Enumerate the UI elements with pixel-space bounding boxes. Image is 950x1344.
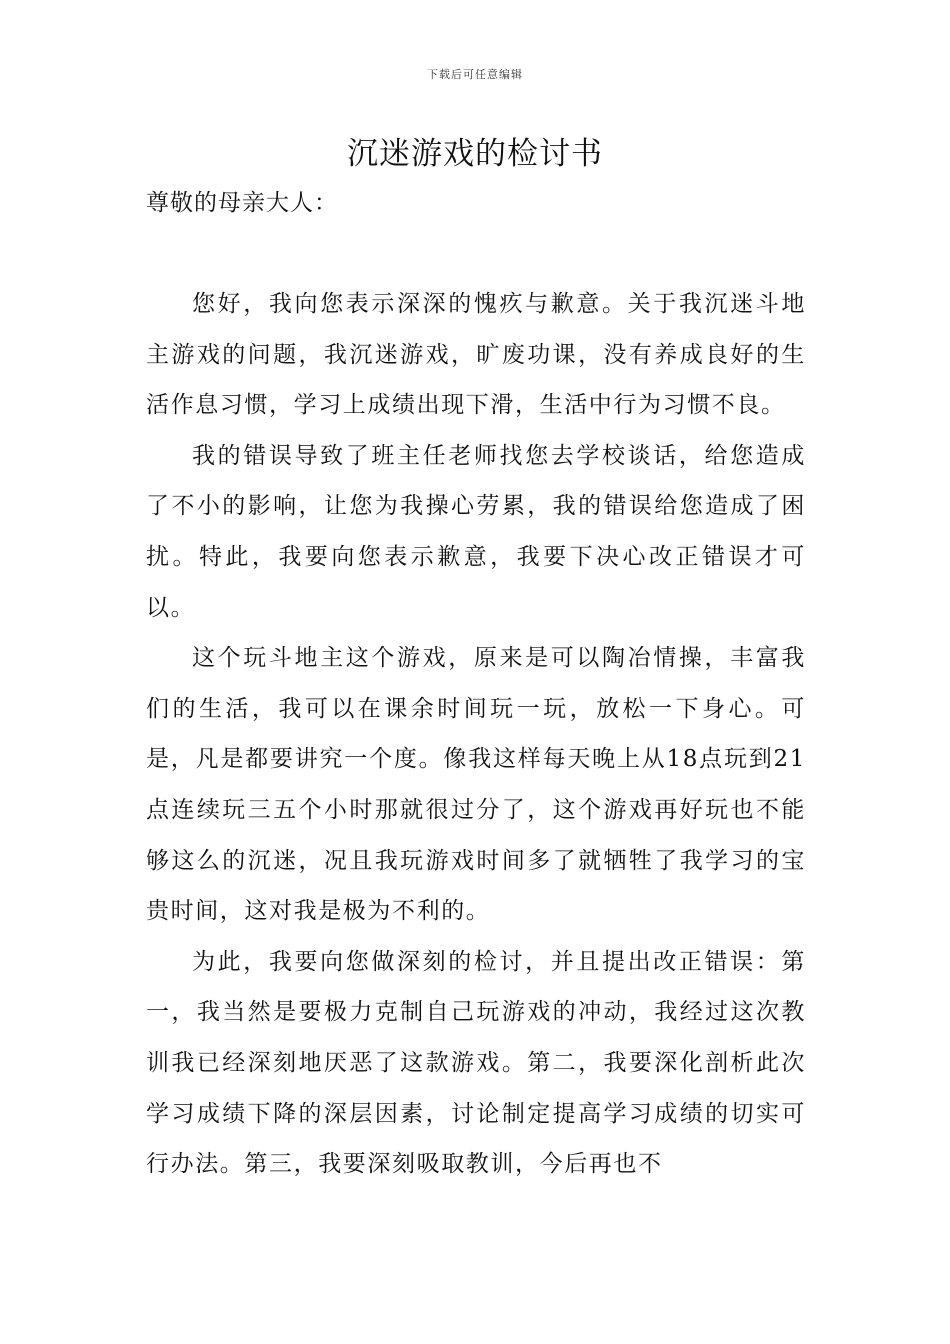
letter-body — [146, 279, 806, 1190]
salutation: 尊敬的母亲大人： — [146, 190, 338, 216]
header-note: 下载后可任意编辑 — [427, 68, 523, 81]
paragraph-3: 这个玩斗地主这个游戏，原来是可以陶冶情操，丰富我们的生活，我可以在课余时间玩一玩，放松一下身心。可是，凡是都要讲究一个度。像我这样每天晚上从18点玩到21点连续玩三五个小时那就很过分了，这个游戏再好玩也不能够这么的沉迷，况且我玩游戏时间多了就牺牲了我学习的宝贵时间，这对我是极为不利的。 — [146, 645, 806, 925]
paragraph-1: 您好，我向您表示深深的愧疚与歉意。关于我沉迷斗地主游戏的问题，我沉迷游戏，旷废功课，没有养成良好的生活作息习惯，学习上成绩出现下滑，生活中行为习惯不良。 — [146, 291, 806, 419]
paragraph-4: 为此，我要向您做深刻的检讨，并且提出改正错误：第一，我当然是要极力克制自己玩游戏的冲动，我经过这次教训我已经深刻地厌恶了这款游戏。第二，我要深化剖析此次学习成绩下降的深层因素，讨论制定提高学习成绩的切实可行办法。第三，我要深刻吸取教训，今后再也不 — [146, 948, 806, 1178]
document-title: 沉迷游戏的检讨书 — [347, 136, 603, 172]
paragraph-2: 我的错误导致了班主任老师找您去学校谈话，给您造成了不小的影响，让您为我操心劳累，我的错误给您造成了困扰。特此，我要向您表示歉意，我要下决心改正错误才可以。 — [146, 442, 806, 621]
